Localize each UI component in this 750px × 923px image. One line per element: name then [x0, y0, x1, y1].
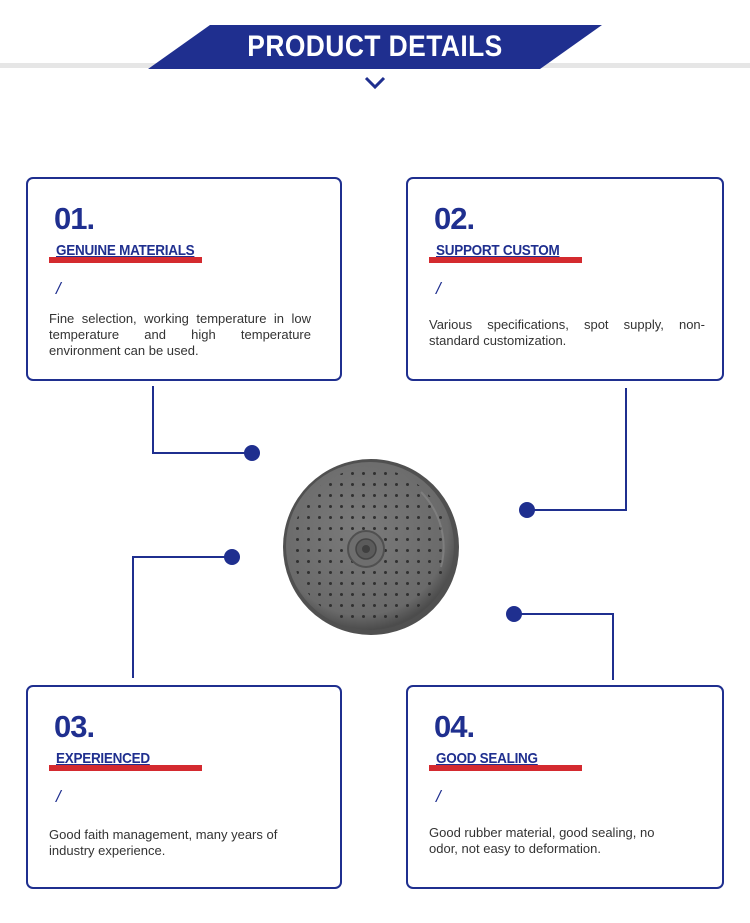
card-title: SUPPORT CUSTOM — [436, 242, 560, 259]
card-slash: / — [436, 787, 441, 806]
connector-dot-2 — [519, 502, 535, 518]
feature-card-4 — [406, 685, 724, 889]
connector-line-2 — [532, 388, 626, 510]
card-number: 04. — [434, 709, 475, 744]
connector-dot-1 — [244, 445, 260, 461]
card-title: GOOD SEALING — [436, 750, 538, 767]
card-slash: / — [56, 279, 61, 298]
connector-line-3 — [133, 557, 226, 678]
connector-dot-4 — [506, 606, 522, 622]
card-number: 03. — [54, 709, 95, 744]
card-description: Good rubber material, good sealing, no odor, not easy to deformation. — [429, 825, 655, 856]
card-description: Fine selection, working temperature in low temperature and high temperature environment can be used. — [49, 311, 311, 358]
connector-line-1 — [153, 386, 246, 453]
feature-card-3 — [26, 685, 342, 889]
card-slash: / — [56, 787, 61, 806]
page-title: PRODUCT DETAILS — [247, 30, 503, 63]
card-description: Good faith management, many years of industry experience. — [49, 827, 278, 858]
card-description: Various specifications, spot supply, non-standard customization. — [429, 317, 705, 348]
card-number: 02. — [434, 201, 475, 236]
connector-line-4 — [520, 614, 613, 680]
feature-card-1 — [26, 177, 342, 381]
card-slash: / — [436, 279, 441, 298]
shower-head-image — [281, 457, 461, 637]
card-title: EXPERIENCED — [56, 750, 150, 767]
feature-card-2 — [406, 177, 724, 381]
card-number: 01. — [54, 201, 95, 236]
card-title: GENUINE MATERIALS — [56, 242, 195, 259]
connector-dot-3 — [224, 549, 240, 565]
